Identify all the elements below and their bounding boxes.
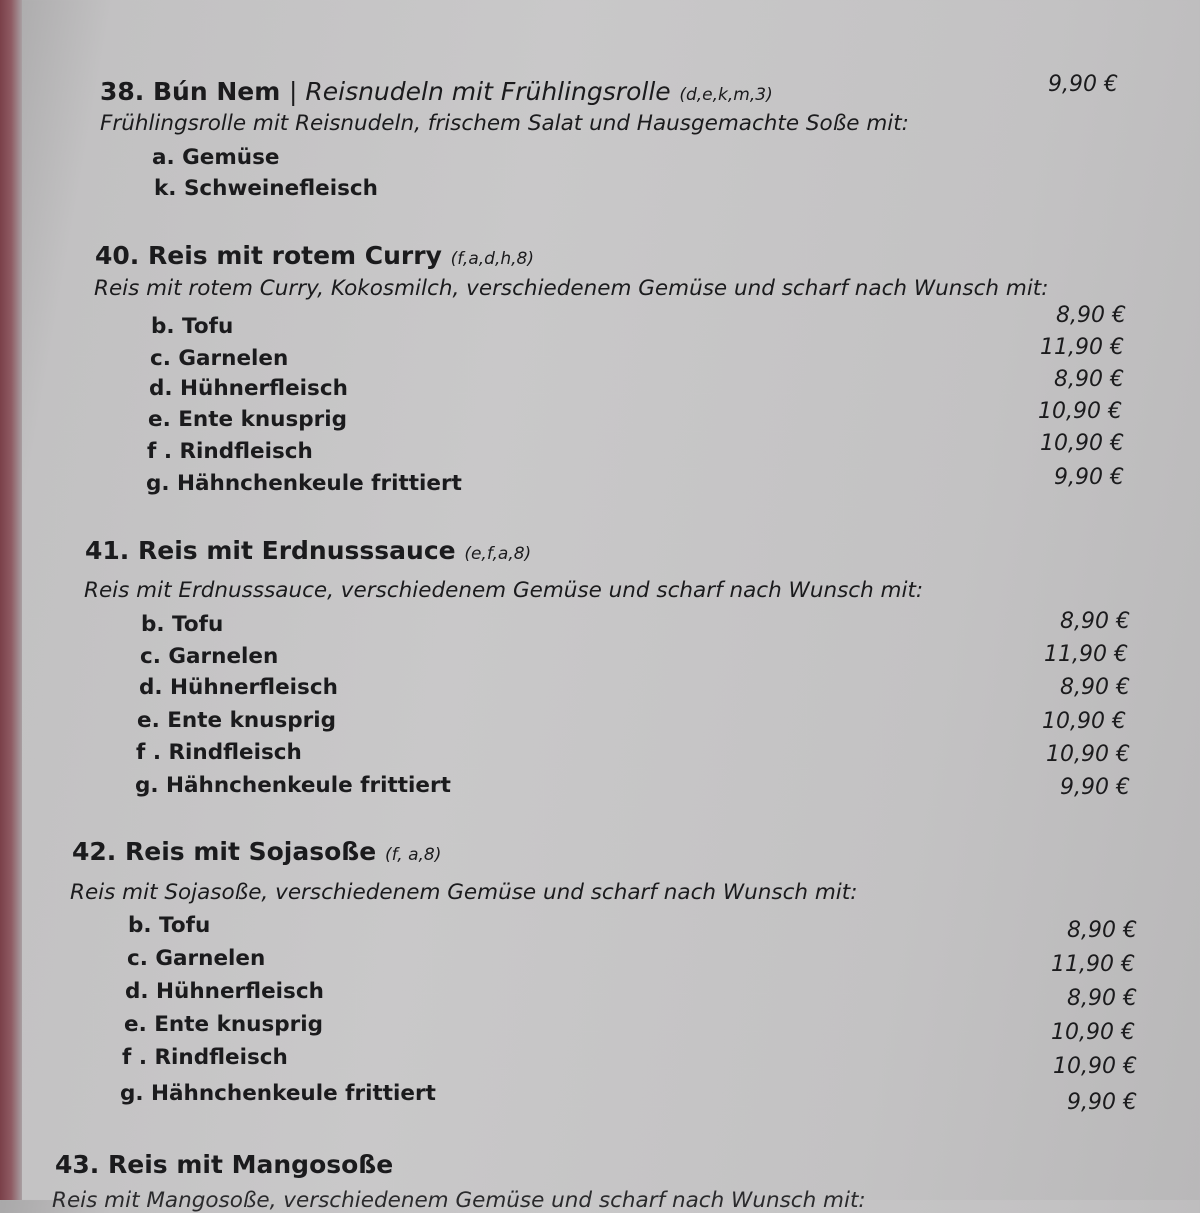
item-description: Reis mit Sojasoße, verschiedenem Gemüse und scharf nach Wunsch mit: (70, 880, 858, 905)
option-price: 8,90 € (1067, 918, 1137, 943)
option-price: 11,90 € (1051, 952, 1135, 977)
option-price: 8,90 € (1067, 986, 1137, 1011)
option-price: 9,90 € (1054, 465, 1124, 490)
option-label: f . Rindfleisch (122, 1045, 288, 1070)
option-label: d. Hühnerfleisch (139, 675, 338, 700)
option-price: 11,90 € (1044, 642, 1128, 667)
item-price: 9,90 € (1048, 72, 1118, 97)
item-description-cut-off: Reis mit Mangosoße, verschiedenem Gemüse und scharf nach Wunsch mit: (52, 1188, 866, 1213)
option-label: g. Hähnchenkeule frittiert (120, 1081, 436, 1106)
option-label: a. Gemüse (152, 145, 280, 170)
option-label: k. Schweinefleisch (154, 176, 378, 201)
option-price: 10,90 € (1053, 1054, 1137, 1079)
item-title: 41. Reis mit Erdnusssauce (e,f,a,8) (85, 536, 532, 565)
allergen-codes: (f,a,d,h,8) (450, 249, 534, 269)
item-title: 43. Reis mit Mangosoße (55, 1150, 394, 1179)
item-description: Reis mit Erdnusssauce, verschiedenem Gemüse und scharf nach Wunsch mit: (84, 578, 924, 603)
option-price: 9,90 € (1060, 775, 1130, 800)
option-label: b. Tofu (128, 913, 211, 938)
option-price: 8,90 € (1054, 367, 1124, 392)
allergen-codes: (e,f,a,8) (464, 544, 532, 564)
allergen-codes: (d,e,k,m,3) (679, 85, 773, 105)
option-label: e. Ente knusprig (137, 708, 337, 733)
option-label: d. Hühnerfleisch (125, 979, 324, 1004)
option-price: 8,90 € (1056, 303, 1126, 328)
item-title: 42. Reis mit Sojasoße (f, a,8) (72, 837, 442, 866)
option-price: 11,90 € (1040, 335, 1124, 360)
option-label: f . Rindfleisch (136, 740, 302, 765)
option-label: f . Rindfleisch (147, 439, 313, 464)
option-label: d. Hühnerfleisch (149, 376, 348, 401)
menu-cover-edge (0, 0, 22, 1200)
option-price: 10,90 € (1042, 709, 1126, 734)
item-title: 38. Bún Nem | Reisnudeln mit Frühlingsrolle (d,e,k,m,3) (100, 77, 773, 106)
option-label: b. Tofu (141, 612, 224, 637)
option-price: 9,90 € (1067, 1090, 1137, 1115)
allergen-codes: (f, a,8) (384, 845, 442, 865)
item-title: 40. Reis mit rotem Curry (f,a,d,h,8) (95, 241, 534, 270)
option-label: c. Garnelen (140, 644, 279, 669)
item-description: Frühlingsrolle mit Reisnudeln, frischem Salat und Hausgemachte Soße mit: (100, 111, 909, 136)
option-label: c. Garnelen (127, 946, 266, 971)
option-label: b. Tofu (151, 314, 234, 339)
option-label: e. Ente knusprig (124, 1012, 324, 1037)
option-label: g. Hähnchenkeule frittiert (135, 773, 451, 798)
option-price: 10,90 € (1038, 399, 1122, 424)
item-description: Reis mit rotem Curry, Kokosmilch, verschiedenem Gemüse und scharf nach Wunsch mit: (94, 276, 1049, 301)
option-label: e. Ente knusprig (148, 407, 348, 432)
option-label: g. Hähnchenkeule frittiert (146, 471, 462, 496)
option-price: 8,90 € (1060, 609, 1130, 634)
option-price: 10,90 € (1040, 431, 1124, 456)
option-price: 10,90 € (1051, 1020, 1135, 1045)
option-label: c. Garnelen (150, 346, 289, 371)
option-price: 8,90 € (1060, 675, 1130, 700)
option-price: 10,90 € (1046, 742, 1130, 767)
item-subtitle: | Reisnudeln mit Frühlingsrolle (289, 77, 671, 106)
